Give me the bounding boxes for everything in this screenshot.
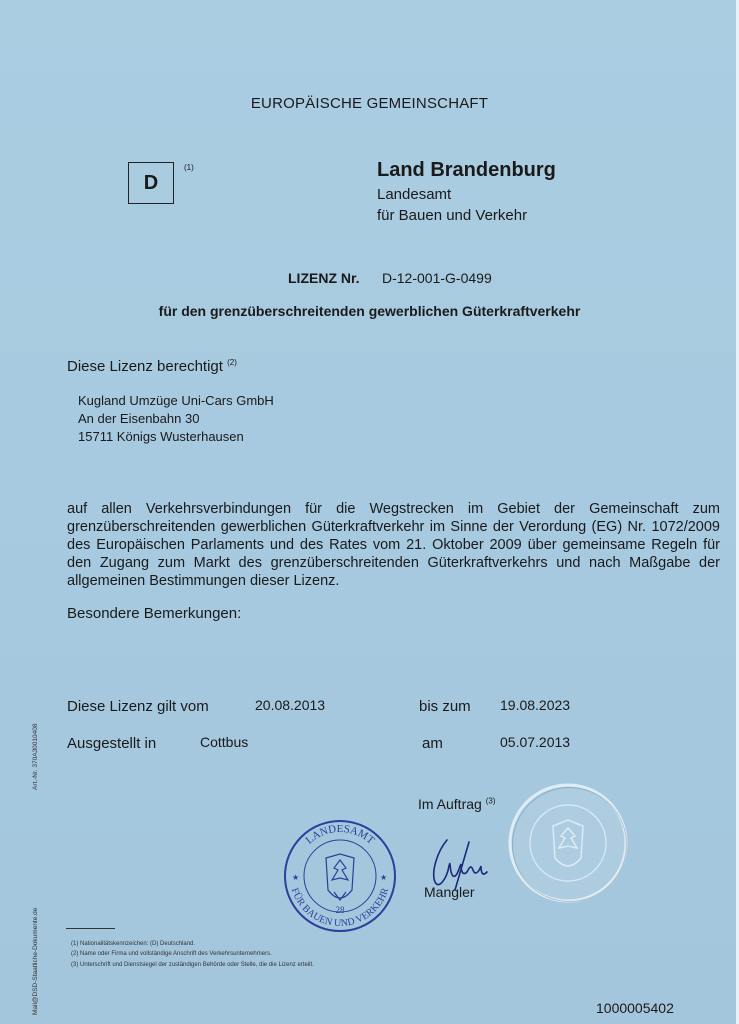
issue-place: Cottbus [200,734,249,750]
article-number: Art.-Nr. 370A30010408 [32,723,39,790]
authority-office: Landesamt [377,186,452,203]
on-behalf-label [418,796,495,812]
seal-number: 28 [335,905,345,915]
on-behalf-text: Im Auftrag [418,796,482,812]
seal-top-text: LANDESAMT [303,823,377,847]
official-seal [276,814,404,932]
serial-number: 1000005402 [596,1000,674,1016]
remarks-label: Besondere Bemerkungen: [67,605,242,622]
holder-note-ref: (2) [227,358,237,367]
valid-to-date: 19.08.2023 [500,697,571,713]
licence-label: LIZENZ Nr. [288,270,360,286]
handwritten-signature [425,832,497,892]
valid-to-label: bis zum [419,698,471,715]
footnote-1: (1) Nationalitätskennzeichen: (D) Deutschland. [71,941,196,947]
document-heading: EUROPÄISCHE GEMEINSCHAFT [250,95,489,112]
holder-city: 15711 Königs Wusterhausen [78,429,244,444]
issue-date: 05.07.2013 [500,734,571,750]
on-behalf-note-ref: (3) [485,796,496,806]
seal-bottom-text: FÜR BAUEN UND VERKEHR [288,886,392,930]
star-icon: ★ [292,873,300,882]
holder-intro [67,358,237,375]
holder-name: Kugland Umzüge Uni-Cars GmbH [78,393,274,408]
country-code-box [128,162,174,204]
authority-state: Land Brandenburg [377,159,556,181]
footnote-2: (2) Name oder Firma und vollständige Anschrift des Verkehrsunternehmers. [71,951,272,957]
scope-text: auf allen Verkehrsverbindungen für die Wegstrecken im Gebiet der Gemeinschaft zum grenzüberschreitenden gewerblichen Güterkraftverkehr im Sinne der Verordung (EG) Nr. 1072/2009 des Europäischen Parlaments und des Rates vom 21. Oktober 2009 über gemeinsame Regeln für den Zugang zum Markt des grenzüberschreitenden Güterkraftverkehrs und nach Maßgabe der allgemeinen Bestimmungen dieser Lizenz. [67,501,720,589]
signatory-name: Mangler [424,884,475,900]
valid-from-date: 20.08.2013 [255,697,326,713]
country-code: D [143,171,159,194]
eagle-icon [326,854,354,900]
holder-street: An der Eisenbahn 30 [78,411,200,426]
issue-date-label: am [422,735,443,752]
issue-place-label: Ausgestellt in [67,735,157,752]
country-note-ref: (1) [184,163,194,172]
authority-department: für Bauen und Verkehr [377,207,528,224]
footnote-3: (3) Unterschrift und Dienstsiegel der zuständigen Behörde oder Stelle, die die Lizenz erteilt. [71,962,314,968]
printer-note: Mail@DSD-Staatliche-Dokumente.de [32,907,39,1015]
embossed-seal [505,780,631,906]
star-icon: ★ [380,873,388,882]
footnote-divider [66,928,115,929]
licence-number: D-12-001-G-0499 [382,270,492,286]
licence-purpose: für den grenzüberschreitenden gewerblichen Güterkraftverkehr [158,303,581,319]
holder-intro-text: Diese Lizenz berechtigt [67,358,223,375]
valid-from-label: Diese Lizenz gilt vom [67,698,209,715]
